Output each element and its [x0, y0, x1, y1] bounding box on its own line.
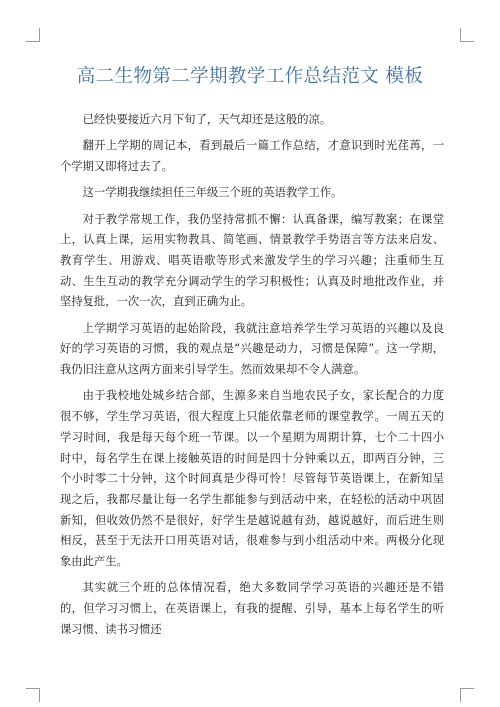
crop-mark-bottom-left-h	[26, 688, 40, 689]
crop-mark-top-right-v	[460, 28, 461, 42]
paragraph: 对于教学常规工作，我仍坚持常抓不懈：认真备课，编写教案；在课堂上，认真上课，运用实物教具、简笔画、情景教学手势语言等方法来启发、教育学生、用游戏、唱英语歌等形式来激发学生的学习兴趣；注重师生互动、生生互动的教学充分调动学生的学习积极性；认真及时地批改作业，并坚持复批，一次一次，直到正确为止。	[60, 212, 444, 309]
crop-mark-top-left-v	[39, 28, 40, 42]
paragraph: 其实就三个班的总体情况看，绝大多数同学学习英语的兴趣还是不错的，但学习习惯上，在英语课上，有我的提醒、引导，基本上每名学生的听课习惯、读书习惯还	[60, 581, 444, 636]
paragraph: 由于我校地处城乡结合部，生源多来自当地农民子女，家长配合的力度很不够，学生学习英语，很大程度上只能依靠老师的课堂教学。一周五天的学习时间，我是每天每个班一节课。以一个星期为周期计算，七个二十四小时中，每名学生在课上接触英语的时间是四十分钟乘以五，即两百分钟，三个小时零二十分钟，这个时间真是少得可怜！尽管每节英语课上，在新知呈现之后，我都尽量让每一名学生都能参与到活动中来，在轻松的活动中巩固新知，但收效仍然不是很好，好学生是越说越有劲，越说越好，而后进生则相反，甚至于无法开口用英语对话，很难参与到小组活动中来。两极分化现象由此产生。	[60, 389, 444, 569]
document-body	[60, 110, 444, 640]
paragraph: 这一学期我继续担任三年级三个班的英语教学工作。	[82, 186, 343, 200]
crop-mark-bottom-left-v	[39, 688, 40, 702]
crop-mark-top-left-h	[26, 41, 40, 42]
crop-mark-bottom-right-h	[460, 688, 474, 689]
paragraph: 上学期学习英语的起始阶段，我就注意培养学生学习英语的兴趣以及良好的学习英语的习惯，我的观点是“兴趣是动力，习惯是保障”。这一学期，我仍旧注意从这两方面来引导学生。然而效果却不令人满意。	[60, 321, 444, 377]
crop-mark-bottom-right-v	[460, 688, 461, 702]
crop-mark-top-right-h	[460, 41, 474, 42]
paragraph: 翻开上学期的周记本，看到最后一篇工作总结，才意识到时光荏苒，一个学期又即将过去了。	[60, 139, 444, 173]
document-title: 高二生物第二学期教学工作总结范文 模板	[76, 66, 424, 87]
paragraph: 已经快要接近六月下旬了，天气却还是这般的凉。	[82, 113, 332, 126]
